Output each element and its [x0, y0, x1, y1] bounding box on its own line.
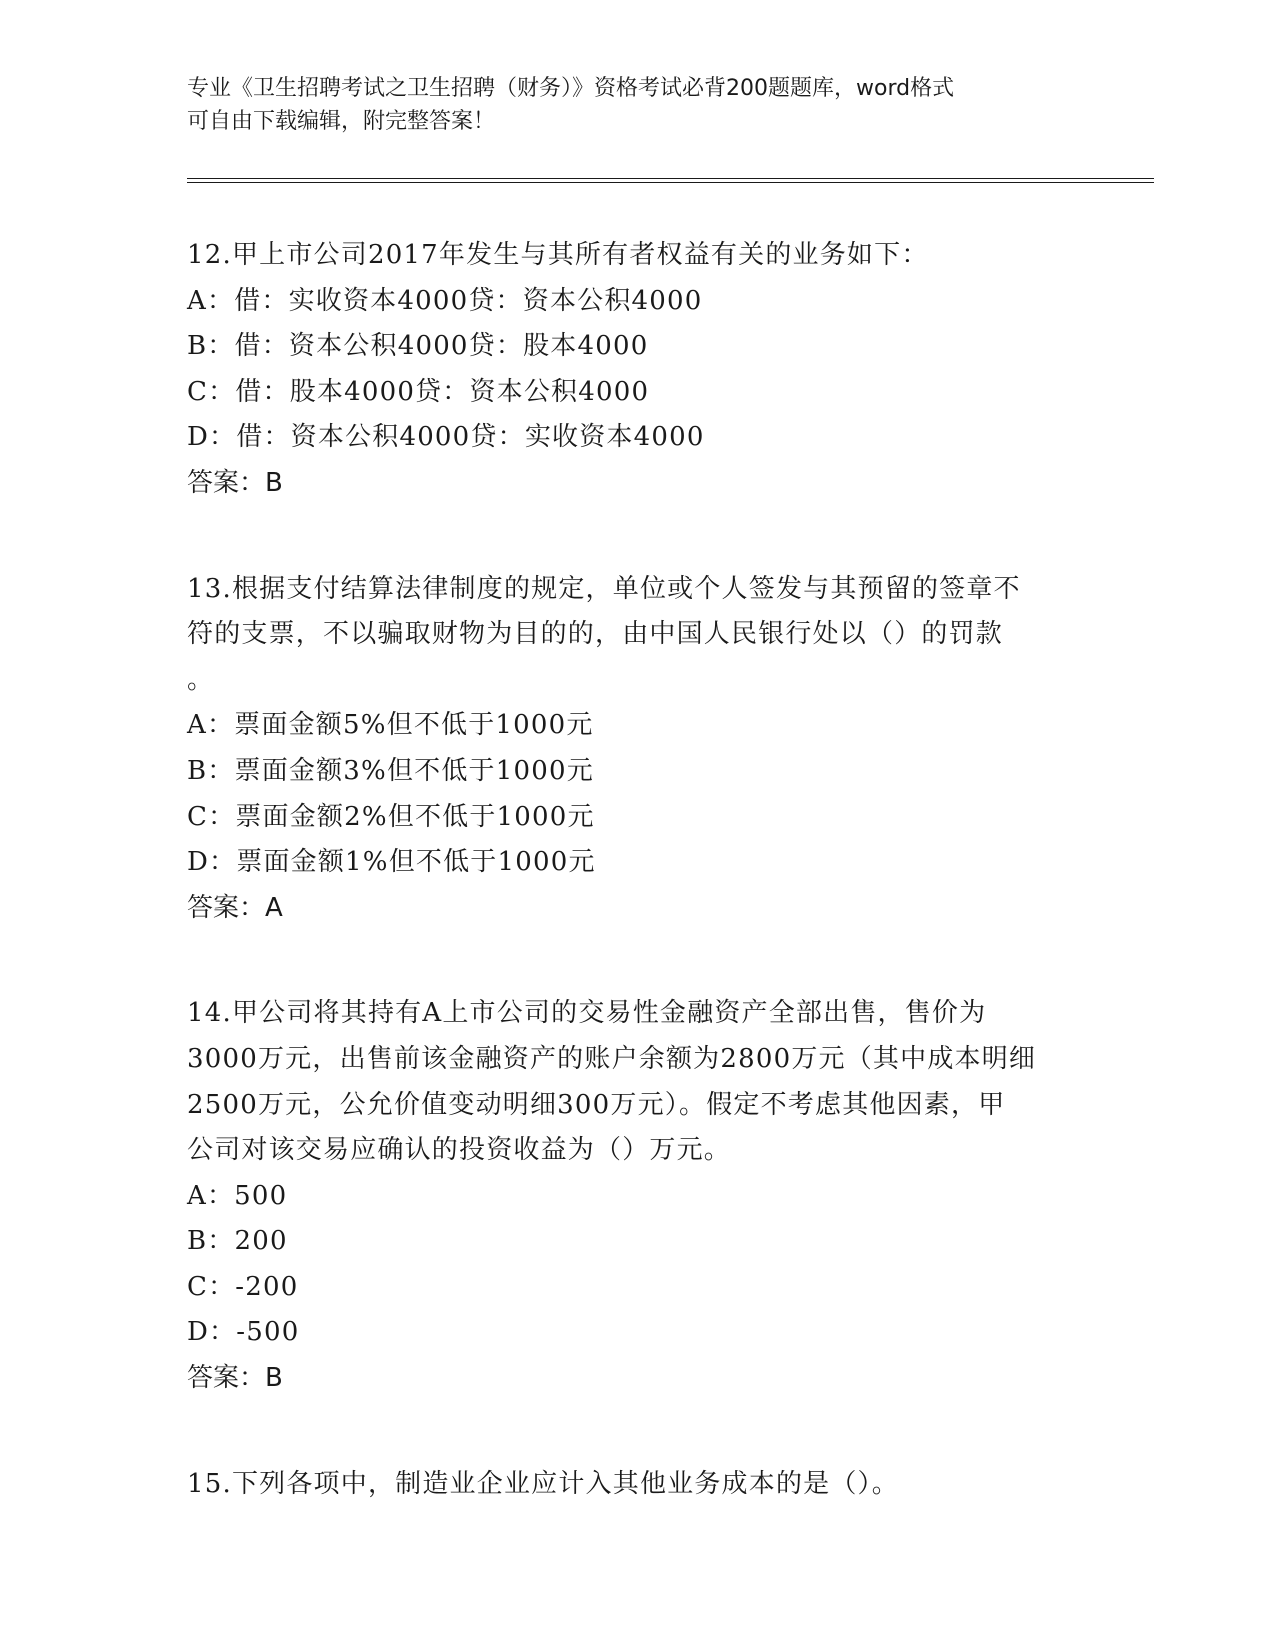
option-a: A：500 [187, 1180, 288, 1211]
question-stem-line: 3000万元，出售前该金融资产的账户余额为2800万元（其中成本明细 [187, 1043, 1037, 1074]
question-stem-line: 13.根据支付结算法律制度的规定，单位或个人签发与其预留的签章不 [187, 573, 1021, 604]
question-stem-line: 14.甲公司将其持有A上市公司的交易性金融资产全部出售，售价为 [187, 998, 987, 1029]
option-d: D：票面金额1%但不低于1000元 [187, 847, 596, 878]
question-14 [187, 991, 1087, 1401]
option-b: B：200 [187, 1226, 288, 1257]
document-header [187, 72, 1067, 138]
option-d: D：-500 [187, 1317, 300, 1348]
option-a: A：票面金额5%但不低于1000元 [187, 710, 594, 741]
question-stem-line: 12.甲上市公司2017年发生与其所有者权益有关的业务如下： [187, 240, 929, 270]
question-13 [187, 567, 1087, 932]
question-stem-line: 。 [187, 664, 215, 695]
question-stem-line: 15.下列各项中，制造业企业应计入其他业务成本的是（）。 [187, 1468, 899, 1499]
option-c: C：票面金额2%但不低于1000元 [187, 801, 595, 832]
header-divider-top [187, 178, 1154, 179]
option-b: B：借：资本公积4000贷：股本4000 [187, 331, 649, 362]
header-divider-bottom [187, 182, 1154, 183]
header-line-2: 可自由下载编辑，附完整答案！ [187, 109, 496, 134]
option-d: D：借：资本公积4000贷：实收资本4000 [187, 422, 705, 453]
question-stem-line: 2500万元，公允价值变动明细300万元）。假定不考虑其他因素，甲 [187, 1089, 1006, 1120]
answer-line: 答案：A [187, 892, 283, 923]
question-spacer [187, 931, 1087, 991]
question-list [187, 233, 1087, 1507]
option-b: B：票面金额3%但不低于1000元 [187, 755, 594, 786]
answer-line: 答案：B [187, 1363, 283, 1394]
option-a: A：借：实收资本4000贷：资本公积4000 [187, 285, 703, 316]
option-c: C：-200 [187, 1271, 299, 1302]
question-stem-line: 公司对该交易应确认的投资收益为（）万元。 [187, 1135, 732, 1166]
question-15 [187, 1462, 1087, 1508]
question-spacer [187, 507, 1087, 567]
question-stem-line: 符的支票，不以骗取财物为目的的，由中国人民银行处以（）的罚款 [187, 619, 1004, 650]
answer-line: 答案：B [187, 467, 283, 498]
option-c: C：借：股本4000贷：资本公积4000 [187, 376, 650, 407]
question-spacer [187, 1402, 1087, 1462]
question-12 [187, 233, 1087, 507]
header-line-1: 专业《卫生招聘考试之卫生招聘（财务）》资格考试必背200题题库，word格式 [187, 76, 955, 101]
